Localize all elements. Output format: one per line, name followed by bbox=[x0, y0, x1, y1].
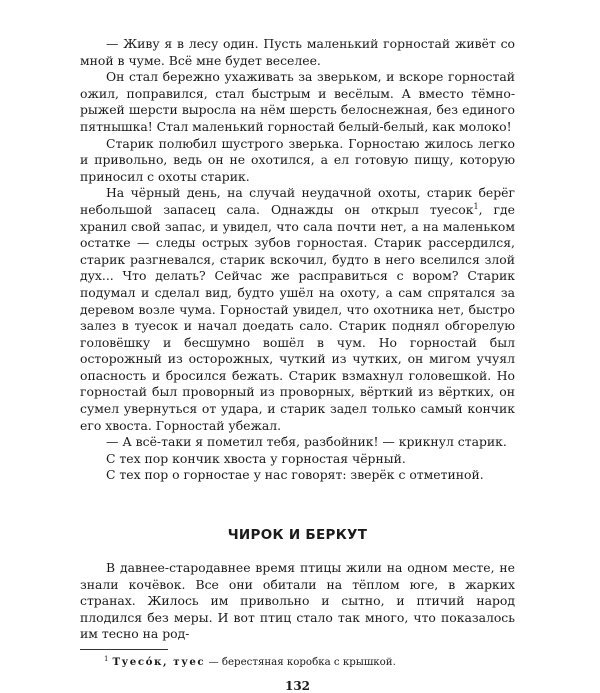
footnote-term: Туесóк, туес bbox=[112, 656, 206, 668]
story-two-text bbox=[80, 560, 515, 643]
footnote bbox=[80, 656, 515, 669]
paragraph: В давнее-стародавнее время птицы жили на одном месте, не знали кочёвок. Все они обитали на тёплом юге, в жарких странах. Жилось им привольно и сытно, и птичий народ плодился без меры. И вот птиц стало так много, что показалось им тесно на род- bbox=[80, 560, 515, 642]
book-page bbox=[80, 36, 515, 693]
paragraph-start: На чёрный день, на случай неудачной охоты, старик берёг небольшой запасец сала. bbox=[80, 185, 515, 217]
footnote-reference: 1 bbox=[473, 201, 479, 211]
paragraph: Старик полюбил шустрого зверька. Горностаю жилось легко и привольно, ведь он не охотился, а ел готовую пищу, которую приносил с охоты старик. bbox=[80, 135, 515, 184]
paragraph-rest: , где хранил свой запас, и увидел, что сала почти нет, а на маленьком остатке — следы острых зубов горностая. Старик рассердился, старик разгневался, старик вскочил, будто в него вселился злой дух... Что делать? Сейчас же расправиться с вором? Старик подумал и сделал вид, будто ушёл на охоту, а сам спрятался за деревом возле чума. Горностай увидел, что охотника нет, быстро залез в туесок и начал доедать сало. Старик поднял обгорелую головёшку и бесшумно вошёл в чум. Но горностай был осторожный из осторожных, чуткий из чутких, он мигом учуял опасность и бросился бежать. Старик взмахнул головешкой. Но горностай был проворный из проворных, вёрткий из вёртких, он сумел увернуться от удара, и старик задел только самый кончик его хвоста. Горностай убежал. bbox=[80, 201, 515, 433]
paragraph-with-footnote bbox=[80, 185, 515, 434]
paragraph: — А всё-таки я пометил тебя, разбойник! — крикнул старик. bbox=[106, 434, 507, 450]
paragraph: — Живу я в лесу один. Пусть маленький горностай живёт со мной в чуме. Всё мне будет веселее. bbox=[80, 36, 515, 68]
footnote-divider bbox=[80, 649, 168, 650]
paragraph-rest-lead: Однажды он открыл туесок bbox=[271, 201, 474, 217]
footnote-number: 1 bbox=[104, 654, 109, 663]
paragraph: С тех пор о горностае у нас говорят: зверёк с отметиной. bbox=[106, 467, 484, 483]
footnote-text: — берестяная коробка с крышкой. bbox=[205, 657, 396, 668]
story-one-text bbox=[80, 36, 515, 484]
story-two-title: ЧИРОК И БЕРКУТ bbox=[227, 527, 368, 544]
page-number: 132 bbox=[284, 679, 311, 693]
paragraph: Он стал бережно ухаживать за зверьком, и вскоре горностай ожил, поправился, стал быстрым и весёлым. А вместо тёмно-рыжей шерсти выросла на нём шерсть белоснежная, без единого пятнышка! Стал маленький горностай белый-белый, как молоко! bbox=[80, 69, 515, 134]
paragraph: С тех пор кончик хвоста у горностая чёрный. bbox=[106, 450, 406, 466]
